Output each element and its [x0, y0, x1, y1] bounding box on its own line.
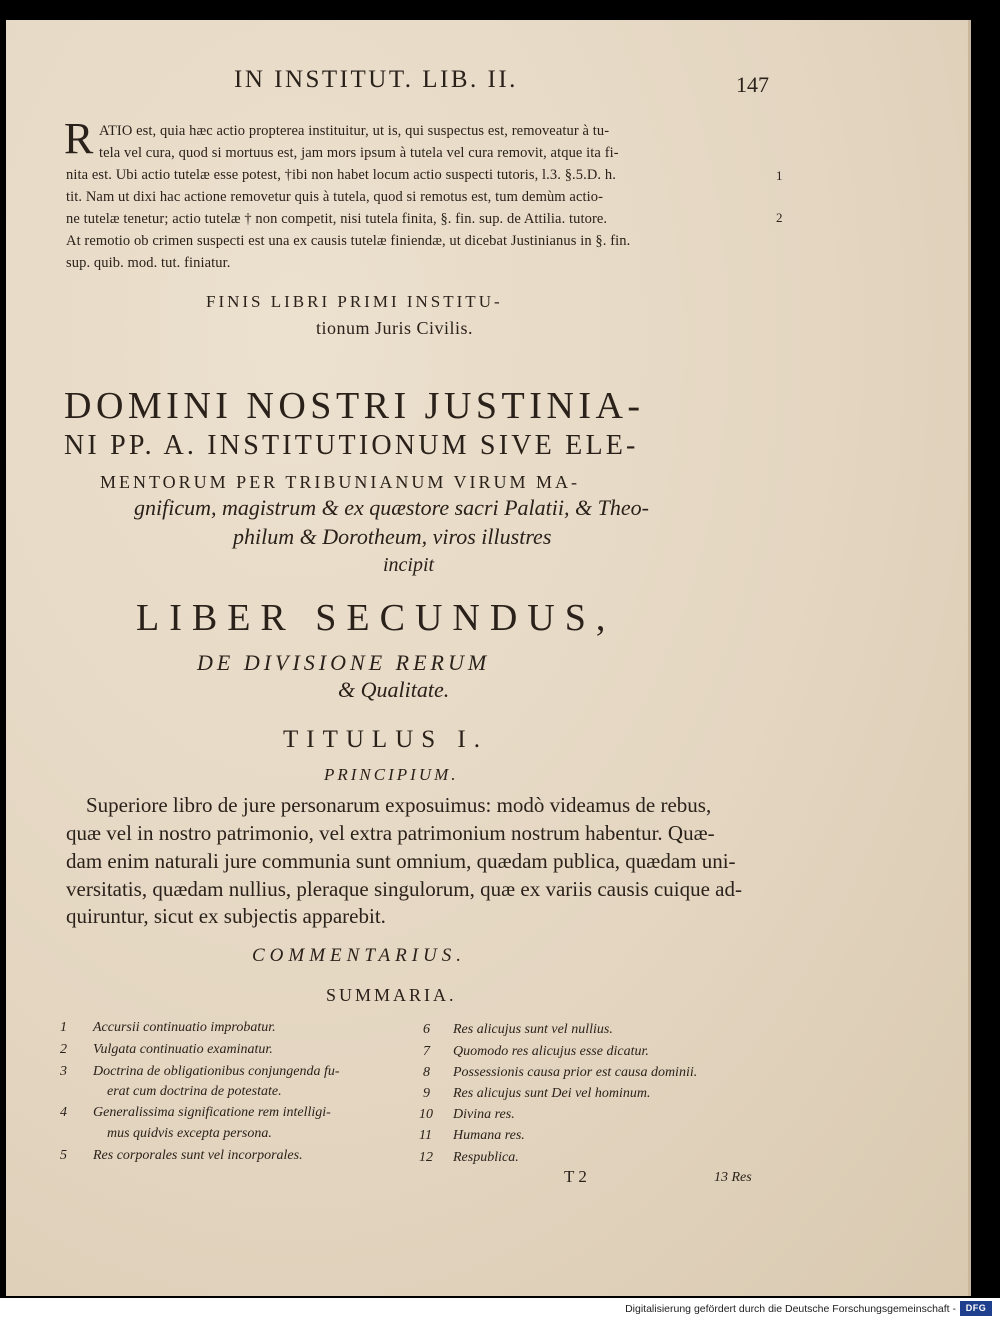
- page-number: 147: [736, 72, 769, 97]
- summary-number: 12: [419, 1150, 433, 1165]
- summary-item: Res alicujus sunt vel nullius.: [453, 1022, 613, 1037]
- footer-credit: Digitalisierung gefördert durch die Deutsche Forschungsgemeinschaft -: [625, 1303, 956, 1315]
- intro-line: nita est. Ubi actio tutelæ esse potest, †ibi non habet locum actio suspecti tutoris, l.3. §.5.D. h.: [66, 167, 616, 183]
- intro-line: sup. quib. mod. tut. finiatur.: [66, 255, 231, 271]
- summary-item: Vulgata continuatio examinatur.: [93, 1042, 273, 1057]
- summary-item: Possessionis causa prior est causa dominii.: [453, 1065, 698, 1080]
- summary-number: 8: [423, 1065, 430, 1080]
- summary-item: Divina res.: [453, 1107, 515, 1122]
- summary-item: Quomodo res alicujus esse dicatur.: [453, 1044, 649, 1059]
- summary-item: mus quidvis excepta persona.: [107, 1126, 272, 1141]
- title-line: gnificum, magistrum & ex quæstore sacri Palatii, & Theo-: [134, 495, 649, 520]
- title-line: philum & Dorotheum, viros illustres: [233, 524, 552, 549]
- title-line: NI PP. A. INSTITUTIONUM SIVE ELE-: [64, 430, 639, 461]
- principium-line: versitatis, quædam nullius, pleraque singulorum, quæ ex variis causis cuique ad-: [66, 877, 742, 901]
- intro-line: tela vel cura, quod si mortuus est, jam mors ipsum à tutela vel cura removit, atque ita fi-: [99, 145, 619, 161]
- summary-number: 7: [423, 1044, 430, 1059]
- summary-number: 4: [60, 1105, 67, 1120]
- intro-line: ne tutelæ tenetur; actio tutelæ † non competit, nisi tutela finita, §. fin. sup. de Attilia. tutore.: [66, 211, 608, 227]
- summary-item: Humana res.: [453, 1128, 525, 1143]
- finis-line: tionum Juris Civilis.: [316, 318, 474, 338]
- summary-item: Respublica.: [453, 1150, 519, 1165]
- summary-item: Generalissima significatione rem intelligi-: [93, 1105, 331, 1120]
- summary-number: 9: [423, 1086, 430, 1101]
- catchword: 13 Res: [714, 1170, 752, 1185]
- dfg-logo: DFG: [960, 1301, 992, 1316]
- liber-title: LIBER SECUNDUS,: [136, 597, 616, 639]
- summary-number: 5: [60, 1148, 67, 1163]
- intro-line: ATIO est, quia hæc actio propterea instituitur, ut is, qui suspectus est, removeatur à tu-: [99, 123, 610, 139]
- drop-cap: R: [64, 114, 94, 163]
- summary-item: Res alicujus sunt Dei vel hominum.: [453, 1086, 651, 1101]
- summary-number: 2: [60, 1042, 67, 1057]
- intro-line: At remotio ob crimen suspecti est una ex causis tutelæ finiendæ, ut dicebat Justinianus in §. fin.: [66, 233, 631, 249]
- principium-line: quiruntur, sicut ex subjectis apparebit.: [66, 904, 386, 928]
- titulus-heading: TITULUS I.: [283, 726, 488, 753]
- summary-number: 1: [60, 1020, 67, 1035]
- liber-subtitle: & Qualitate.: [338, 677, 450, 702]
- margin-number: 2: [776, 210, 783, 225]
- summary-number: 6: [423, 1022, 430, 1037]
- principium-line: Superiore libro de jure personarum exposuimus: modò videamus de rebus,: [86, 793, 712, 817]
- summary-number: 11: [419, 1128, 432, 1143]
- liber-subtitle: DE DIVISIONE RERUM: [197, 650, 491, 675]
- summary-item: Res corporales sunt vel incorporales.: [93, 1148, 303, 1163]
- summary-item: Doctrina de obligationibus conjungenda fu-: [93, 1064, 340, 1079]
- intro-line: tit. Nam ut dixi hac actione removetur quis à tutela, quod si remotus est, tum demùm actio-: [66, 189, 604, 205]
- summaria-heading: SUMMARIA.: [326, 985, 457, 1005]
- title-line: incipit: [383, 554, 435, 576]
- running-title: IN INSTITUT. LIB. II.: [234, 66, 518, 93]
- summary-item: erat cum doctrina de potestate.: [107, 1084, 282, 1099]
- title-line: DOMINI NOSTRI JUSTINIA-: [64, 385, 645, 427]
- principium-line: quæ vel in nostro patrimonio, vel extra patrimonium nostrum habentur. Quæ-: [66, 821, 715, 845]
- finis-line: FINIS LIBRI PRIMI INSTITU-: [206, 292, 503, 311]
- footer-bar: [0, 1298, 1000, 1320]
- commentarius-heading: COMMENTARIUS.: [252, 945, 466, 966]
- margin-number: 1: [776, 168, 783, 183]
- title-line: MENTORUM PER TRIBUNIANUM VIRUM MA-: [100, 472, 581, 492]
- principium-heading: PRINCIPIUM.: [324, 765, 459, 784]
- signature-mark: T 2: [564, 1167, 587, 1186]
- summary-number: 3: [60, 1064, 67, 1079]
- summary-item: Accursii continuatio improbatur.: [93, 1020, 276, 1035]
- summary-number: 10: [419, 1107, 433, 1122]
- principium-line: dam enim naturali jure communia sunt omnium, quædam publica, quædam uni-: [66, 849, 736, 873]
